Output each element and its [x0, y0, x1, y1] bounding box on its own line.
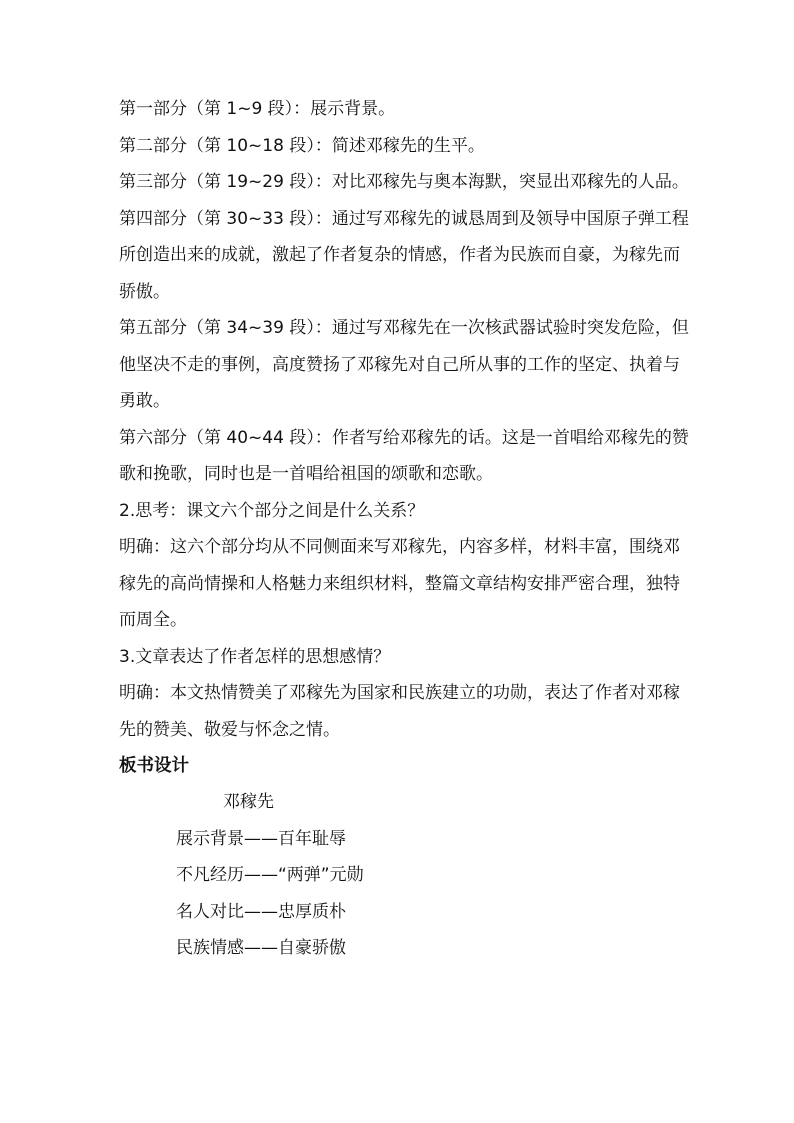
answer-3: 明确：本文热情赞美了邓稼先为国家和民族建立的功勋，表达了作者对邓稼先的赞美、敬爱与怀念之情。: [119, 683, 680, 740]
document-body: [119, 91, 689, 967]
paragraph-part-3: 第三部分（第 19~29 段）：对比邓稼先与奥本海默，突显出邓稼先的人品。: [119, 172, 689, 192]
board-line-background: 展示背景——百年耻辱: [176, 828, 346, 849]
board-design-heading: 板书设计: [119, 756, 189, 776]
question-3: 3.文章表达了作者怎样的思想感情？: [119, 646, 391, 667]
board-title: 邓稼先: [223, 792, 274, 812]
paragraph-part-5: 第五部分（第 34~39 段）：通过写邓稼先在一次核武器试验时突发危险，但他坚决不走的事例，高度赞扬了邓稼先对自己所从事的工作的坚定、执着与勇敢。: [119, 318, 689, 411]
paragraph-part-2: 第二部分（第 10~18 段）：简述邓稼先的生平。: [119, 135, 485, 156]
paragraph-part-4: 第四部分（第 30~33 段）：通过写邓稼先的诚恳周到及领导中国原子弹工程所创造出来的成就，激起了作者复杂的情感，作者为民族而自豪，为稼先而骄傲。: [119, 208, 689, 302]
paragraph-part-1: 第一部分（第 1~9 段）：展示背景。: [119, 99, 396, 119]
board-line-experience: 不凡经历——“两弹”元勋: [176, 865, 364, 885]
board-line-emotion: 民族情感——自豪骄傲: [176, 938, 346, 958]
answer-2: 明确：这六个部分均从不同侧面来写邓稼先，内容多样，材料丰富，围绕邓稼先的高尚情操和人格魅力来组织材料，整篇文章结构安排严密合理，独特而周全。: [119, 537, 680, 630]
board-line-comparison: 名人对比——忠厚质朴: [176, 901, 346, 922]
question-2: 2.思考：课文六个部分之间是什么关系？: [119, 500, 425, 521]
board-design: [119, 784, 689, 967]
paragraph-part-6: 第六部分（第 40~44 段）：作者写给邓稼先的话。这是一首唱给邓稼先的赞歌和挽歌，同时也是一首唱给祖国的颂歌和恋歌。: [119, 427, 689, 484]
